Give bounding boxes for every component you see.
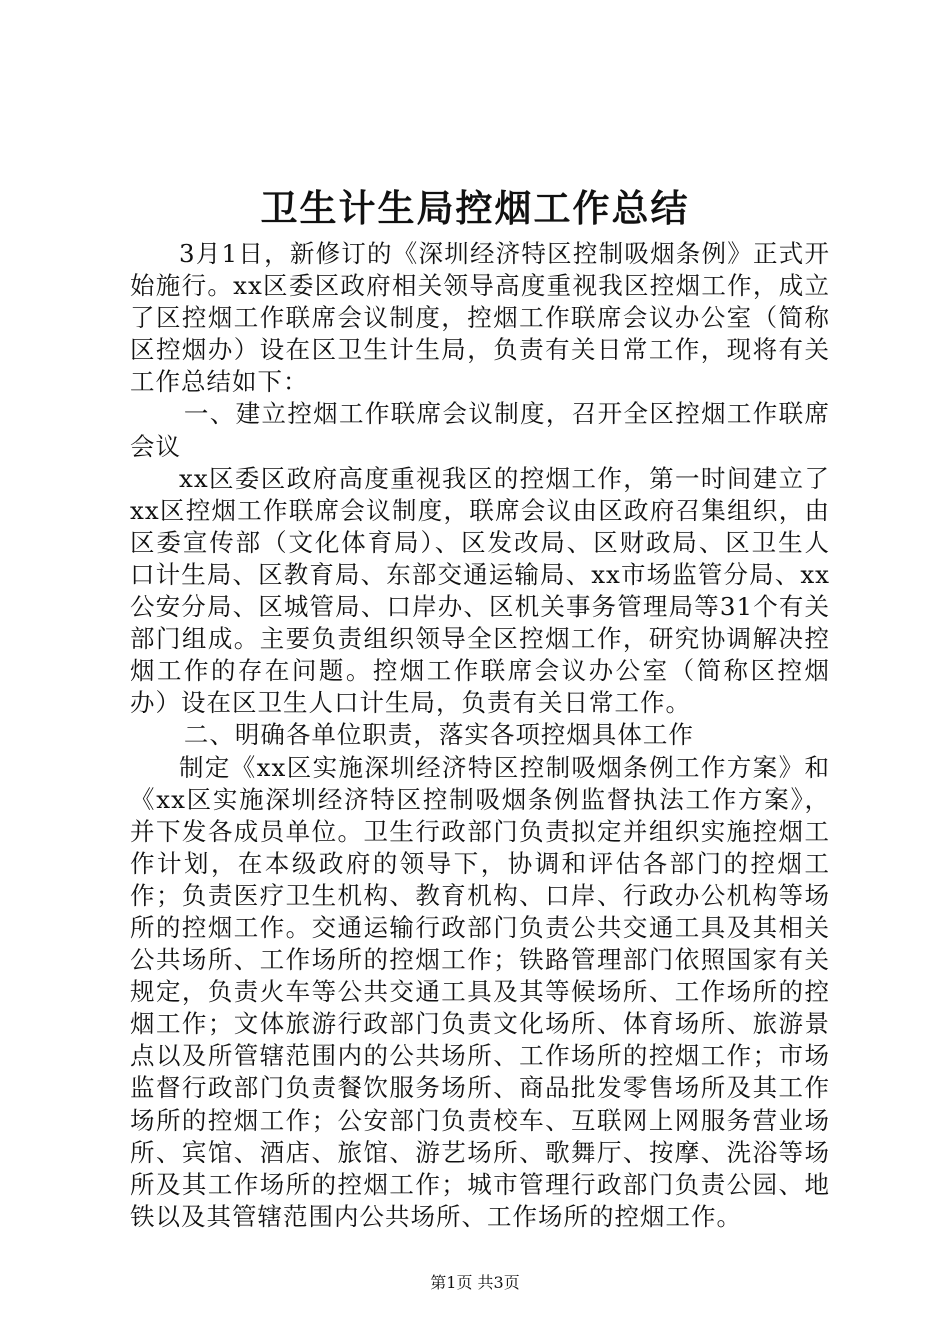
document-body <box>130 238 830 1233</box>
page-number-footer: 第1页 共3页 <box>430 1273 520 1292</box>
intro-paragraph: 3月1日，新修订的《深圳经济特区控制吸烟条例》正式开始施行。xx区委区政府相关领导高度重视我区控烟工作，成立了区控烟工作联席会议制度，控烟工作联席会议办公室（简称区控烟办）设在区卫生计生局，负责有关日常工作，现将有关工作总结如下： <box>130 239 830 397</box>
section-heading-1: 一、建立控烟工作联席会议制度，召开全区控烟工作联席会议 <box>130 399 830 461</box>
section-1-paragraph: xx区委区政府高度重视我区的控烟工作，第一时间建立了xx区控烟工作联席会议制度，联席会议由区政府召集组织，由区委宣传部（文化体育局）、区发改局、区财政局、区卫生人口计生局、区教育局、东部交通运输局、xx市场监管分局、xx公安分局、区城管局、口岸办、区机关事务管理局等31个有关部门组成。主要负责组织领导全区控烟工作，研究协调解决控烟工作的存在问题。控烟工作联席会议办公室（简称区控烟办）设在区卫生人口计生局，负责有关日常工作。 <box>130 463 830 718</box>
section-heading-2: 二、明确各单位职责，落实各项控烟具体工作 <box>183 720 694 750</box>
document-title: 卫生计生局控烟工作总结 <box>260 186 690 230</box>
section-2-paragraph: 制定《xx区实施深圳经济特区控制吸烟条例工作方案》和《xx区实施深圳经济特区控制吸烟条例监督执法工作方案》，并下发各成员单位。卫生行政部门负责拟定并组织实施控烟工作计划，在本级政府的领导下，协调和评估各部门的控烟工作；负责医疗卫生机构、教育机构、口岸、行政办公机构等场所的控烟工作。交通运输行政部门负责公共交通工具及其相关公共场所、工作场所的控烟工作；铁路管理部门依照国家有关规定，负责火车等公共交通工具及其等候场所、工作场所的控烟工作；文体旅游行政部门负责文化场所、体育场所、旅游景点以及所管辖范围内的公共场所、工作场所的控烟工作；市场监督行政部门负责餐饮服务场所、商品批发零售场所及其工作场所的控烟工作；公安部门负责校车、互联网上网服务营业场所、宾馆、酒店、旅馆、游艺场所、歌舞厅、按摩、洗浴等场所及其工作场所的控烟工作；城市管理行政部门负责公园、地铁以及其管辖范围内公共场所、工作场所的控烟工作。 <box>130 752 830 1231</box>
